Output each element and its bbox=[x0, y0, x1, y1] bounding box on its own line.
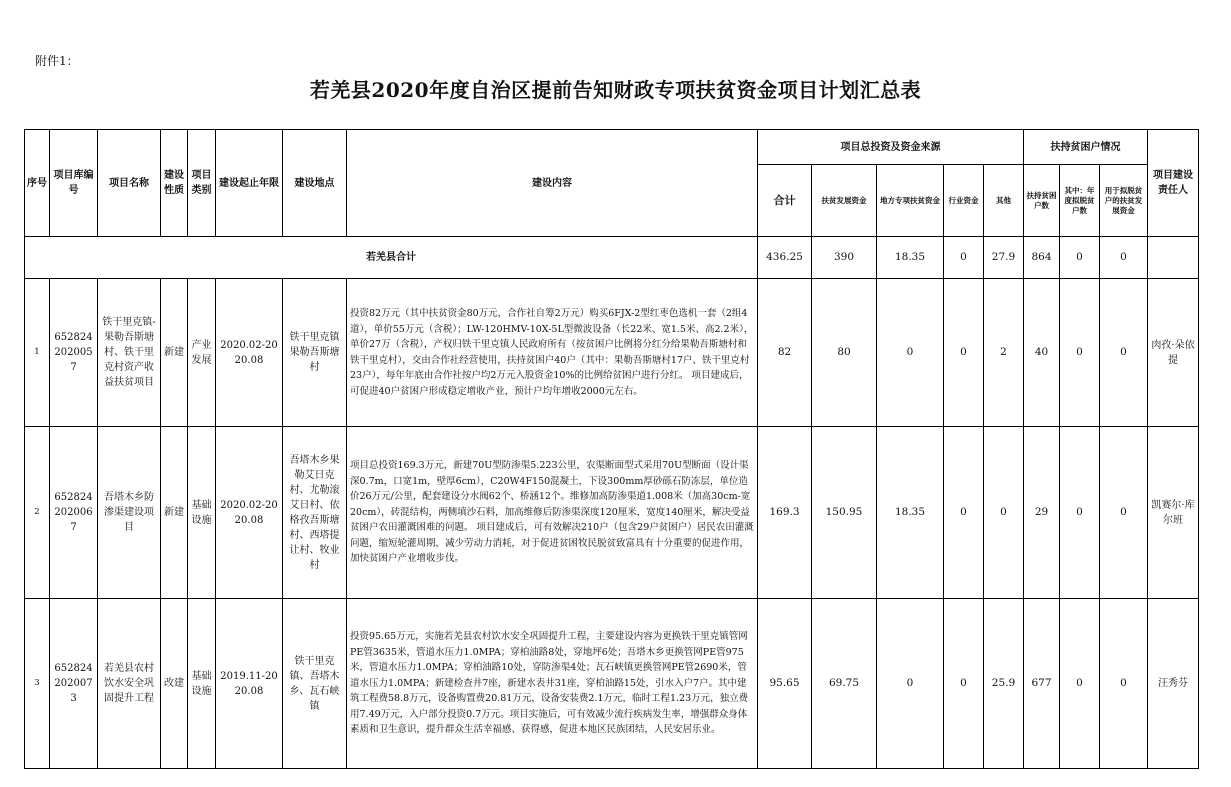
header-hh-exit: 其中：年度拟脱贫户数 bbox=[1060, 165, 1100, 237]
row-local: 18.35 bbox=[877, 427, 944, 599]
row-hh-exit: 0 bbox=[1060, 279, 1100, 427]
summary-row bbox=[25, 237, 1199, 279]
row-hh-exit: 0 bbox=[1060, 599, 1100, 769]
row-nature: 改建 bbox=[161, 599, 188, 769]
project-summary-table bbox=[24, 129, 1199, 769]
row-hh-exit-help: 0 bbox=[1100, 279, 1148, 427]
table-row bbox=[25, 427, 1199, 599]
header-investment-group: 项目总投资及资金来源 bbox=[758, 130, 1024, 165]
header-hh-exit-help: 用于拟脱贫户的扶贫发展资金 bbox=[1100, 165, 1148, 237]
summary-total: 436.25 bbox=[758, 237, 812, 279]
header-location: 建设地点 bbox=[283, 130, 347, 237]
header-category: 项目类别 bbox=[188, 130, 216, 237]
row-nature: 新建 bbox=[161, 427, 188, 599]
header-local: 地方专项扶贫资金 bbox=[877, 165, 944, 237]
row-local: 0 bbox=[877, 599, 944, 769]
header-nature: 建设性质 bbox=[161, 130, 188, 237]
table-row bbox=[25, 599, 1199, 769]
header-hh-count: 扶持贫困户数 bbox=[1024, 165, 1060, 237]
row-name: 吾塔木乡防渗渠建设项目 bbox=[98, 427, 161, 599]
row-responsible: 凯赛尔·库尔班 bbox=[1148, 427, 1199, 599]
row-other: 2 bbox=[984, 279, 1024, 427]
row-industry: 0 bbox=[944, 279, 984, 427]
row-category: 产业发展 bbox=[188, 279, 216, 427]
summary-hh-exit: 0 bbox=[1060, 237, 1100, 279]
row-other: 25.9 bbox=[984, 599, 1024, 769]
header-content: 建设内容 bbox=[347, 130, 758, 237]
summary-label: 若羌县合计 bbox=[25, 237, 758, 279]
row-industry: 0 bbox=[944, 427, 984, 599]
row-industry: 0 bbox=[944, 599, 984, 769]
summary-hh-exit-help: 0 bbox=[1100, 237, 1148, 279]
header-code: 项目库编号 bbox=[50, 130, 98, 237]
table-row bbox=[25, 279, 1199, 427]
row-location: 吾塔木乡果勒艾日克村、尤勒滚艾日村、依格孜吾斯塘村、西塔提让村、牧业村 bbox=[283, 427, 347, 599]
row-nature: 新建 bbox=[161, 279, 188, 427]
row-content: 投资95.65万元，实施若羌县农村饮水安全巩固提升工程，主要建设内容为更换铁干里克镇管网PE管3635米，管道水压力1.0MPA；穿柏油路8处，穿地坪6处；吾塔木乡更换管网PE管975米，管道水压力1.0MPA；穿柏油路10处，穿防渗渠4处；瓦石峡镇更换管网PE管2690米，管道水压力1.0MPA；新建检查井7座，新建水表井31座，穿柏油路15处，引水入户7户。其中建筑工程费58.8万元，设备购置费20.81万元，设备安装费2.1万元，临时工程1.23万元，独立费用7.49万元，入户部分投资0.7万元。项目实施后，可有效减少流行疾病发生率，增强群众身体素质和卫生意识，提升群众生活幸福感、获得感，促进本地区民族团结，人民安居乐业。 bbox=[347, 599, 758, 769]
page-title: 若羌县2020年度自治区提前告知财政专项扶贫资金项目计划汇总表 bbox=[309, 78, 922, 102]
row-total: 95.65 bbox=[758, 599, 812, 769]
row-name: 铁干里克镇-果勒吾斯塘村、铁干里克村资产收益扶贫项目 bbox=[98, 279, 161, 427]
row-period: 2020.02-2020.08 bbox=[216, 279, 283, 427]
row-location: 铁干里克镇果勒吾斯塘村 bbox=[283, 279, 347, 427]
header-fupin: 扶贫发展资金 bbox=[812, 165, 877, 237]
row-location: 铁干里克镇、吾塔木乡、瓦石峡镇 bbox=[283, 599, 347, 769]
summary-local: 18.35 bbox=[877, 237, 944, 279]
row-hh-exit: 0 bbox=[1060, 427, 1100, 599]
header-industry: 行业资金 bbox=[944, 165, 984, 237]
row-hh-count: 677 bbox=[1024, 599, 1060, 769]
row-code: 6528242020073 bbox=[50, 599, 98, 769]
row-category: 基础设施 bbox=[188, 599, 216, 769]
row-local: 0 bbox=[877, 279, 944, 427]
row-hh-exit-help: 0 bbox=[1100, 599, 1148, 769]
row-period: 2020.02-2020.08 bbox=[216, 427, 283, 599]
attachment-label: 附件1： bbox=[35, 54, 79, 68]
row-seq: 1 bbox=[25, 279, 50, 427]
header-name: 项目名称 bbox=[98, 130, 161, 237]
row-hh-count: 29 bbox=[1024, 427, 1060, 599]
header-other: 其他 bbox=[984, 165, 1024, 237]
header-responsible: 项目建设责任人 bbox=[1148, 130, 1199, 237]
row-name: 若羌县农村饮水安全巩固提升工程 bbox=[98, 599, 161, 769]
row-code: 6528242020067 bbox=[50, 427, 98, 599]
summary-other: 27.9 bbox=[984, 237, 1024, 279]
row-fupin: 80 bbox=[812, 279, 877, 427]
row-fupin: 150.95 bbox=[812, 427, 877, 599]
row-total: 169.3 bbox=[758, 427, 812, 599]
summary-industry: 0 bbox=[944, 237, 984, 279]
header-row-1 bbox=[25, 130, 1199, 165]
row-category: 基础设施 bbox=[188, 427, 216, 599]
row-period: 2019.11-2020.08 bbox=[216, 599, 283, 769]
row-content: 项目总投资169.3万元，新建70U型防渗渠5.223公里，农渠断面型式采用70U型断面（设计渠深0.7m，口宽1m，壁厚6cm），C20W4F150混凝土，下设300mm厚砂砾石防冻层，单位造价26万元/公里，配套建设分水阀62个、桥涵12个。维修加高防渗渠道1.008米（加高30cm-宽20cm），砖混结构，两侧填沙石料，加高维修后防渗渠深度120厘米，宽度140厘米，解决受益贫困户农田灌溉困难的问题。 项目建成后，可有效解决210户（包含29户贫困户）居民农田灌溉问题，缩短轮灌周期，减少劳动力消耗，对于促进贫困牧民脱贫致富具有十分重要的促进作用，加快贫困户产业增收步伐。 bbox=[347, 427, 758, 599]
row-total: 82 bbox=[758, 279, 812, 427]
row-seq: 3 bbox=[25, 599, 50, 769]
summary-fupin: 390 bbox=[812, 237, 877, 279]
header-households-group: 扶持贫困户情况 bbox=[1024, 130, 1148, 165]
header-period: 建设起止年限 bbox=[216, 130, 283, 237]
header-seq: 序号 bbox=[25, 130, 50, 237]
row-responsible: 汪秀芬 bbox=[1148, 599, 1199, 769]
row-other: 0 bbox=[984, 427, 1024, 599]
row-hh-exit-help: 0 bbox=[1100, 427, 1148, 599]
row-seq: 2 bbox=[25, 427, 50, 599]
summary-responsible bbox=[1148, 237, 1199, 279]
summary-hh-count: 864 bbox=[1024, 237, 1060, 279]
row-hh-count: 40 bbox=[1024, 279, 1060, 427]
row-code: 6528242020057 bbox=[50, 279, 98, 427]
header-total: 合计 bbox=[758, 165, 812, 237]
row-content: 投资82万元（其中扶贫资金80万元，合作社自筹2万元）购买6FJX-2型红枣色选机一套（2组4道），单价55万元（含税）；LW-120HMV-10X-5L型微波设备（长22米、宽1.5米、高2.2米），单价27万（含税），产权归铁干里克镇人民政府所有（按贫困户比例将分红分给果勒吾斯塘村和铁干里克村），交由合作社经营使用，扶持贫困户40户（其中：果勒吾斯塘村17户、铁干里克村23户），每年年底由合作社按户均2万元入股资金10%的比例给贫困户进行分红。 项目建成后，可促进40户贫困户形成稳定增收产业，预计户均年增收2000元左右。 bbox=[347, 279, 758, 427]
row-responsible: 肉孜·朵依提 bbox=[1148, 279, 1199, 427]
row-fupin: 69.75 bbox=[812, 599, 877, 769]
